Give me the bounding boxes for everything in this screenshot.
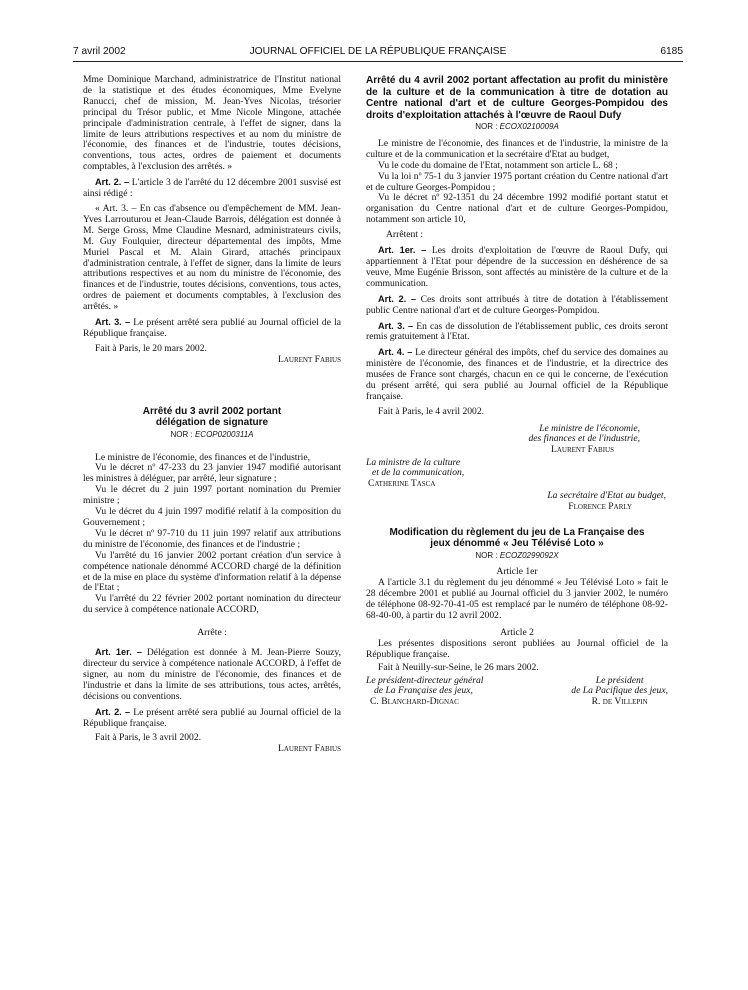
article-label: Art. 4. – xyxy=(378,347,413,358)
article xyxy=(366,347,668,403)
article xyxy=(83,647,341,703)
decree-title: Modification du règlement du jeu de La Française des jeux dénommé « Jeu Télévisé Loto » xyxy=(389,526,645,549)
article-text: L'article 3 de l'arrêté du 12 décembre 2001 susvisé est ainsi rédigé : xyxy=(83,177,341,200)
nor-prefix: NOR : xyxy=(170,429,193,439)
nor-reference xyxy=(366,122,668,133)
article-label: Art. 1er. – xyxy=(95,647,142,658)
article-label: Art. 3. – xyxy=(95,317,131,328)
article xyxy=(83,707,341,730)
paragraph: Vu le décret du 2 juin 1997 portant nomination du Premier ministre ; xyxy=(83,484,341,507)
article xyxy=(366,245,668,290)
paragraph: Le ministre de l'économie, des finances et de l'industrie, xyxy=(95,451,310,463)
decree-title: Arrêté du 3 avril 2002 portant délégation de signature xyxy=(142,405,282,429)
done-at: Fait à Paris, le 4 avril 2002. xyxy=(378,405,485,417)
article-label: Art. 3. – xyxy=(378,320,414,331)
signatory-role: et de la communication, xyxy=(372,467,465,479)
article-label: Art. 2. – xyxy=(95,177,130,188)
paragraph: Vu le décret nº 92-1351 du 24 décembre 1992 modifié portant statut et organisation du Centre national d'art et de culture Georges-Pompidou, notamment son article 10, xyxy=(366,192,668,226)
paragraph: Vu le décret du 4 juin 1997 modifié relatif à la composition du Gouvernement ; xyxy=(83,506,341,528)
signatory-role: La ministre de la culture xyxy=(366,456,461,468)
article-text: Le présent arrêté sera publié au Journal officiel de la République française. xyxy=(83,706,341,729)
paragraph: Vu le décret nº 47-233 du 23 janvier 1947 modifié autorisant les ministres à déléguer, par arrêté, leur signature ; xyxy=(83,462,341,485)
header-title: JOURNAL OFFICIEL DE LA RÉPUBLIQUE FRANÇAISE xyxy=(249,46,507,57)
article-heading: Article 1er xyxy=(496,566,538,578)
article-text: Délégation est donnée à M. Jean-Pierre Souzy, directeur du service à compétence nationale ACCORD, à l'effet de signer, au nom du ministre de l'économie, des finances et de l'industrie et dans la limite de ses attributions, tous actes, arrêtés, décisions ou conventions. xyxy=(83,647,341,702)
signatory-name: C. Blanchard-Dignac xyxy=(370,695,459,707)
article-text: Le directeur général des impôts, chef du service des domaines au ministère de l'économie, des finances et de l'industrie, et la directrice des musées de France sont chargés, chacun en ce qui le concerne, de l'exécution du présent arrêté, qui sera publié au Journal officiel de la République française. xyxy=(366,347,668,402)
nor-reference xyxy=(366,551,668,562)
paragraph: Le ministre de l'économie, des finances et de l'industrie, la ministre de la culture et de la communication et la secrétaire d'Etat au budget, xyxy=(366,137,668,160)
signatory-role: La secrétaire d'Etat au budget, xyxy=(547,490,666,502)
signatory-role: de La Pacifique des jeux, xyxy=(571,685,668,697)
signature-block xyxy=(366,676,668,708)
done-at: Fait à Paris, le 20 mars 2002. xyxy=(95,342,207,354)
signatory-role: Le ministre de l'économie, xyxy=(539,422,640,434)
signature: Laurent Fabius xyxy=(278,353,341,365)
article xyxy=(366,321,668,344)
article-label: Art. 1er. – xyxy=(378,245,427,256)
nor-prefix: NOR : xyxy=(475,550,498,560)
paragraph: Vu le code du domaine de l'Etat, notamment son article L. 68 ; xyxy=(378,159,618,171)
done-at: Fait à Neuilly-sur-Seine, le 26 mars 2002. xyxy=(378,661,539,673)
nor-code: ECOX0210009A xyxy=(499,122,559,131)
decree-title: Arrêté du 4 avril 2002 portant affectation au profit du ministère de la culture et de la communication à titre de dotation au Centre national d'art et de culture Georges-Pompidou des droits d'exploitation attachés à l'œuvre de Raoul Dufy xyxy=(366,75,668,121)
paragraph: Vu le décret nº 97-710 du 11 juin 1997 relatif aux attributions du ministre de l'économie, des finances et de l'industrie ; xyxy=(83,527,341,550)
article-text: Les droits d'exploitation de l'œuvre de Raoul Dufy, qui appartiennent à l'Etat pour dépendre de la succession en déshérence de sa veuve, Mme Eugénie Brisson, sont affectés au ministère de la culture et de la communication. xyxy=(366,245,668,289)
right-column xyxy=(366,75,668,707)
done-at: Fait à Paris, le 3 avril 2002. xyxy=(95,732,202,744)
article-label: Art. 2. – xyxy=(378,293,417,304)
arrete-heading: Arrête : xyxy=(197,627,227,639)
header-date: 7 avril 2002 xyxy=(73,46,126,57)
article-heading: Article 2 xyxy=(500,626,534,638)
signatory-name: Catherine Tasca xyxy=(368,477,436,489)
article-text: Le présent arrêté sera publié au Journal officiel de la République française. xyxy=(83,317,341,339)
signature: Laurent Fabius xyxy=(278,743,341,755)
nor-prefix: NOR : xyxy=(475,122,498,131)
signatory xyxy=(366,676,483,708)
paragraph: A l'article 3.1 du règlement du jeu dénommé « Jeu Télévisé Loto » fait le 28 décembre 2001 et publié au Journal officiel du 3 janvier 2002, le numéro de téléphone 08-92-70-41-05 est remplacé par le numéro de téléphone 08-92-68-40-00, à partir du 12 avril 2002. xyxy=(366,577,668,622)
signatory-name: R. de Villepin xyxy=(591,695,648,707)
signatory-role: Le président xyxy=(595,674,644,686)
paragraph: Les présentes dispositions seront publiées au Journal officiel de la République française. xyxy=(366,637,668,660)
quoted-article: « Art. 3. – En cas d'absence ou d'empêchement de MM. Jean-Yves Larrouturou et Jean-Claude Barrois, délégation est donnée à M. Serge Gross, Mme Claudine Mesnard, administrateurs civils, M. Guy Foulquier, directeur départemental des impôts, Mme Muriel Pascal et M. Alain Girard, attachés principaux d'administration centrale, à l'effet de signer, dans la limite de leurs attributions respectives et au nom du ministre de l'économie, des finances et de l'industrie, toutes décisions, conventions, tous actes, ordres de paiement et documents comptables, à l'exclusion des arrêtés. » xyxy=(83,202,341,313)
article xyxy=(83,177,341,200)
paragraph: Mme Dominique Marchand, administratrice de l'Institut national de la statistique et des études économiques, Mme Evelyne Ranucci, chef de mission, M. Jean-Yves Nicolas, trésorier principal du Trésor public, et Mme Nicole Mingone, attachée principale d'administration centrale, à l'effet de signer, dans la limite de leurs attributions respectives et au nom du ministre de l'économie, des finances et de l'industrie, toutes décisions, conventions, tous actes, ordres de paiement et documents comptables, à l'exclusion des arrêtés. » xyxy=(83,74,341,173)
signatory xyxy=(571,676,668,708)
left-column xyxy=(83,75,341,755)
nor-code: ECOZ0299092X xyxy=(499,550,559,560)
signatory-name: Florence Parly xyxy=(568,500,632,512)
signatory-role: Le président-directeur général xyxy=(366,674,484,686)
page-header xyxy=(73,46,683,60)
article-label: Art. 2. – xyxy=(95,706,131,717)
header-rule xyxy=(73,61,683,62)
signatory xyxy=(366,424,668,456)
paragraph: Vu l'arrêté du 16 janvier 2002 portant création d'un service à compétence nationale dénommé ACCORD chargé de la définition et de la mise en place du système d'information relatif à la dépense de l'Etat ; xyxy=(83,549,341,594)
article xyxy=(366,294,668,317)
nor-reference xyxy=(83,430,341,441)
paragraph: Vu la loi nº 75-1 du 3 janvier 1975 portant création du Centre national d'art et de culture Georges-Pompidou ; xyxy=(366,170,668,193)
header-page-number: 6185 xyxy=(660,46,683,57)
signatory xyxy=(366,458,668,490)
signatory-role: de La Française des jeux, xyxy=(374,685,473,697)
signatory-role: des finances et de l'industrie, xyxy=(528,433,640,445)
article xyxy=(83,317,341,340)
article-text: En cas de dissolution de l'établissement public, ces droits seront remis gratuitement à l'Etat. xyxy=(366,320,668,343)
arrete-heading: Arrêtent : xyxy=(386,229,424,241)
signatory-name: Laurent Fabius xyxy=(551,443,614,455)
nor-code: ECOP0200311A xyxy=(194,429,254,439)
signature-block xyxy=(366,424,668,513)
article-text: Ces droits sont attribués à titre de dotation à l'établissement public Centre national d'art et de culture Georges-Pompidou. xyxy=(366,293,668,316)
signatory xyxy=(366,491,668,512)
paragraph: Vu l'arrêté du 22 février 2002 portant nomination du directeur du service à compétence nationale ACCORD, xyxy=(83,593,341,616)
